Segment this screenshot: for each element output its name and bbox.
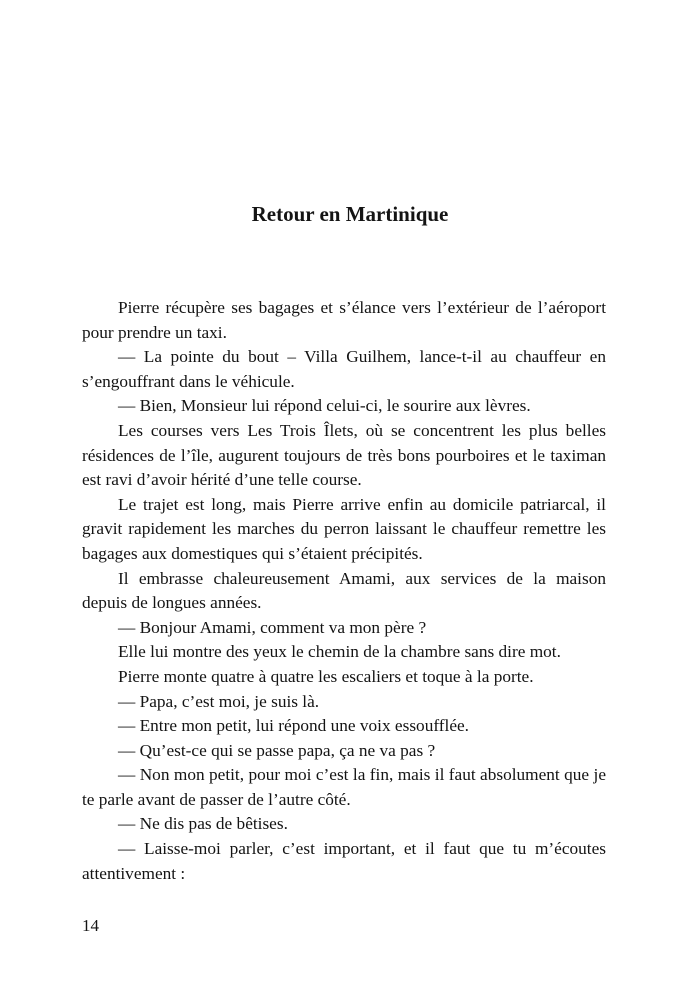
chapter-title: Retour en Martinique (251, 202, 449, 226)
paragraph: Le trajet est long, mais Pierre arrive enfin au domicile patriarcal, il gravit rapidement les marches du perron laissant le chauffeur remettre les bagages aux domestiques qui s’étaient précipités. (82, 494, 606, 563)
paragraph: — Laisse-moi parler, c’est important, et il faut que tu m’écoutes attentivement : (82, 839, 606, 883)
page-number: 14 (82, 916, 99, 935)
paragraph: — Papa, c’est moi, je suis là. (118, 691, 320, 711)
paragraph: Il embrasse chaleureusement Amami, aux services de la maison depuis de longues années. (82, 568, 606, 613)
paragraph: — Ne dis pas de bêtises. (118, 814, 288, 834)
paragraph: Les courses vers Les Trois Îlets, où se concentrent les plus belles résidences de l’île, augurent toujours de très bons pourboires et le taximan est ravi d’avoir hérité d’une telle course. (82, 420, 606, 490)
paragraph: Pierre récupère ses bagages et s’élance vers l’extérieur de l’aéroport pour prendre un taxi. (82, 298, 606, 342)
paragraph: — Qu’est-ce qui se passe papa, ça ne va pas ? (118, 740, 436, 760)
paragraph: Elle lui montre des yeux le chemin de la chambre sans dire mot. (118, 642, 561, 662)
paragraph: — Non mon petit, pour moi c’est la fin, mais il faut absolument que je te parle avant de passer de l’autre côté. (82, 765, 606, 809)
paragraph: — Bonjour Amami, comment va mon père ? (118, 617, 427, 637)
paragraph: — La pointe du bout – Villa Guilhem, lance-t-il au chauffeur en s’engouffrant dans le véhicule. (82, 347, 606, 391)
paragraph: — Entre mon petit, lui répond une voix essoufflée. (118, 716, 469, 736)
chapter-body (82, 296, 606, 886)
paragraph: Pierre monte quatre à quatre les escaliers et toque à la porte. (118, 666, 534, 686)
paragraph: — Bien, Monsieur lui répond celui-ci, le sourire aux lèvres. (118, 396, 531, 416)
